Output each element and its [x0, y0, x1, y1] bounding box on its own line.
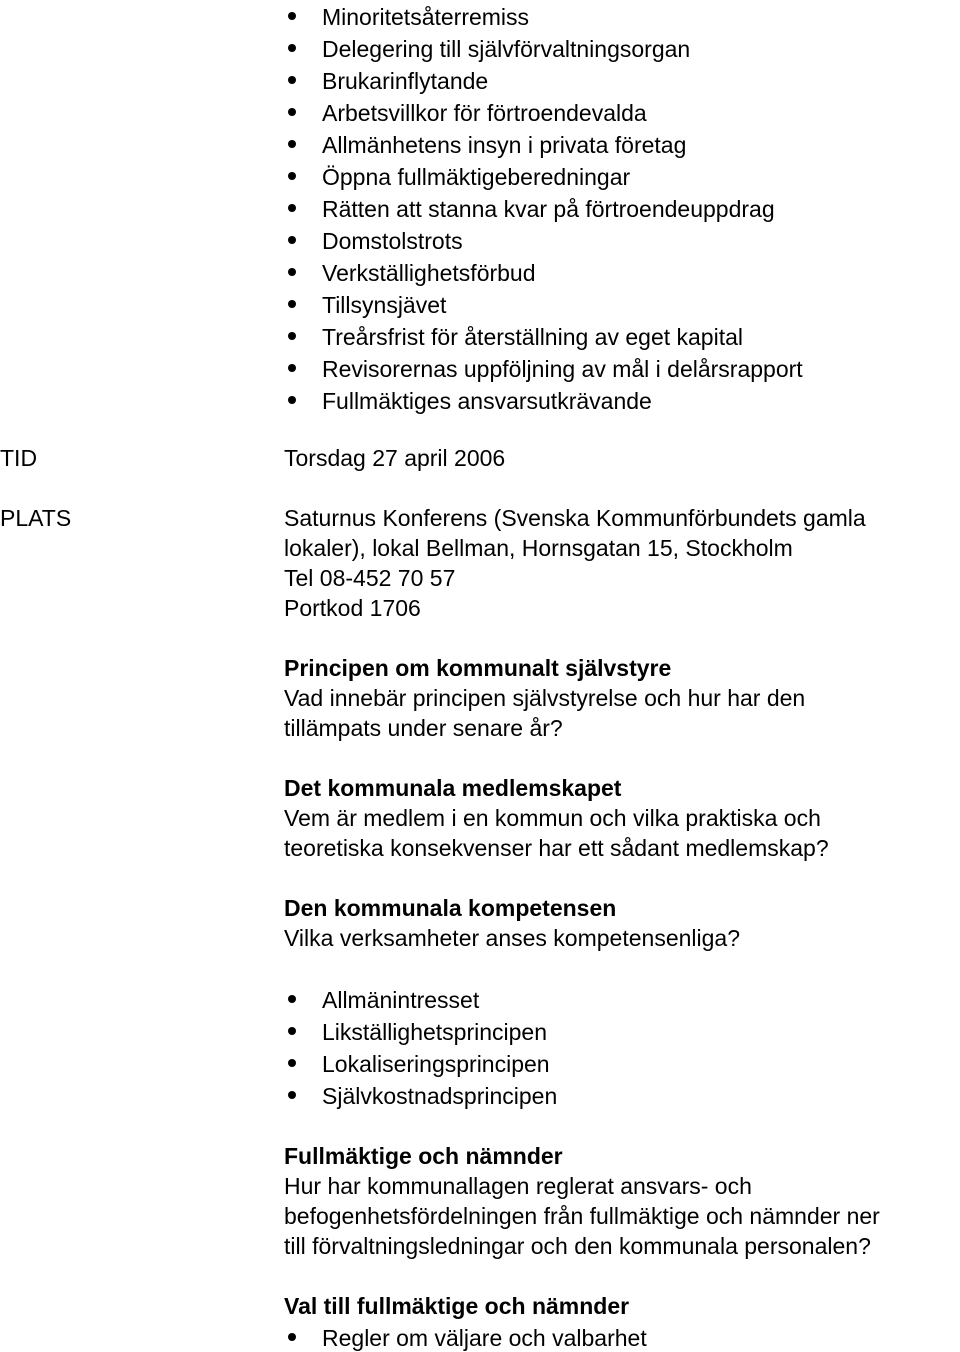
- bullet-icon: [288, 172, 296, 180]
- list-item: [0, 35, 960, 63]
- list-item-text: Fullmäktiges ansvarsutkrävande: [322, 388, 652, 414]
- plats-line: Tel 08-452 70 57: [284, 565, 456, 591]
- bullet-icon: [288, 76, 296, 84]
- bullet-icon: [288, 108, 296, 116]
- list-item: [0, 3, 960, 31]
- list-item: [0, 195, 960, 223]
- section-text: till förvaltningsledningar och den kommunala personalen?: [284, 1233, 871, 1259]
- list-item: [0, 99, 960, 127]
- bullet-icon: [288, 44, 296, 52]
- section-text: Vem är medlem i en kommun och vilka praktiska och: [284, 805, 821, 831]
- list-item: [0, 1082, 960, 1110]
- section-text: befogenhetsfördelningen från fullmäktige och nämnder ner: [284, 1203, 880, 1229]
- list-item-text: Domstolstrots: [322, 228, 463, 254]
- list-item-text: Revisorernas uppföljning av mål i delårsrapport: [322, 356, 803, 382]
- list-item: [0, 131, 960, 159]
- bullet-icon: [288, 1091, 296, 1099]
- section-text: tillämpats under senare år?: [284, 715, 563, 741]
- list-item-text: Arbetsvillkor för förtroendevalda: [322, 100, 647, 126]
- bullet-icon: [288, 364, 296, 372]
- plats-label: PLATS: [0, 505, 72, 531]
- list-item-text: Brukarinflytande: [322, 68, 489, 94]
- list-item: [0, 387, 960, 415]
- list-item: [0, 227, 960, 255]
- list-item: [0, 1050, 960, 1078]
- section-heading-val: Val till fullmäktige och nämnder: [284, 1293, 630, 1319]
- list-item: [0, 291, 960, 319]
- bullet-icon: [288, 140, 296, 148]
- section-text: Hur har kommunallagen reglerat ansvars- och: [284, 1173, 752, 1199]
- bullet-icon: [288, 12, 296, 20]
- list-item: [0, 986, 960, 1014]
- bullet-icon: [288, 204, 296, 212]
- list-item: [0, 1018, 960, 1046]
- list-item-text: Delegering till självförvaltningsorgan: [322, 36, 691, 62]
- section-heading-medlemskapet: Det kommunala medlemskapet: [284, 775, 622, 801]
- list-item: [0, 67, 960, 95]
- list-item-text: Regler om väljare och valbarhet: [322, 1325, 647, 1351]
- list-item-text: Lokaliseringsprincipen: [322, 1051, 550, 1077]
- list-item: [0, 323, 960, 351]
- list-item-text: Allmänhetens insyn i privata företag: [322, 132, 687, 158]
- bullet-icon: [288, 1333, 296, 1341]
- list-item-text: Minoritetsåterremiss: [322, 4, 530, 30]
- plats-line: lokaler), lokal Bellman, Hornsgatan 15, Stockholm: [284, 535, 793, 561]
- bullet-icon: [288, 268, 296, 276]
- bullet-icon: [288, 396, 296, 404]
- list-item-text: Öppna fullmäktigeberedningar: [322, 164, 631, 190]
- section-text: Vilka verksamheter anses kompetensenliga?: [284, 925, 740, 951]
- bullet-icon: [288, 1059, 296, 1067]
- bullet-icon: [288, 332, 296, 340]
- tid-label: TID: [0, 445, 38, 471]
- list-item-text: Självkostnadsprincipen: [322, 1083, 558, 1109]
- list-item-text: Treårsfrist för återställning av eget kapital: [322, 324, 743, 350]
- list-item-text: Rätten att stanna kvar på förtroendeuppdrag: [322, 196, 775, 222]
- section-heading-fullmaktige: Fullmäktige och nämnder: [284, 1143, 563, 1169]
- list-item: [0, 1324, 960, 1352]
- plats-line: Portkod 1706: [284, 595, 421, 621]
- list-item: [0, 259, 960, 287]
- bullet-icon: [288, 300, 296, 308]
- section-text: teoretiska konsekvenser har ett sådant medlemskap?: [284, 835, 829, 861]
- list-item-text: Tillsynsjävet: [322, 292, 447, 318]
- bullet-icon: [288, 1027, 296, 1035]
- list-item: [0, 163, 960, 191]
- section-heading-kompetensen: Den kommunala kompetensen: [284, 895, 617, 921]
- list-item-text: Allmänintresset: [322, 987, 480, 1013]
- plats-line: Saturnus Konferens (Svenska Kommunförbundets gamla: [284, 505, 866, 531]
- section-heading-sjalvstyre: Principen om kommunalt självstyre: [284, 655, 672, 681]
- tid-value: Torsdag 27 april 2006: [284, 445, 506, 471]
- list-item-text: Likställighetsprincipen: [322, 1019, 548, 1045]
- list-item-text: Verkställighetsförbud: [322, 260, 536, 286]
- section-text: Vad innebär principen självstyrelse och hur har den: [284, 685, 806, 711]
- bullet-icon: [288, 236, 296, 244]
- list-item: [0, 355, 960, 383]
- bullet-icon: [288, 995, 296, 1003]
